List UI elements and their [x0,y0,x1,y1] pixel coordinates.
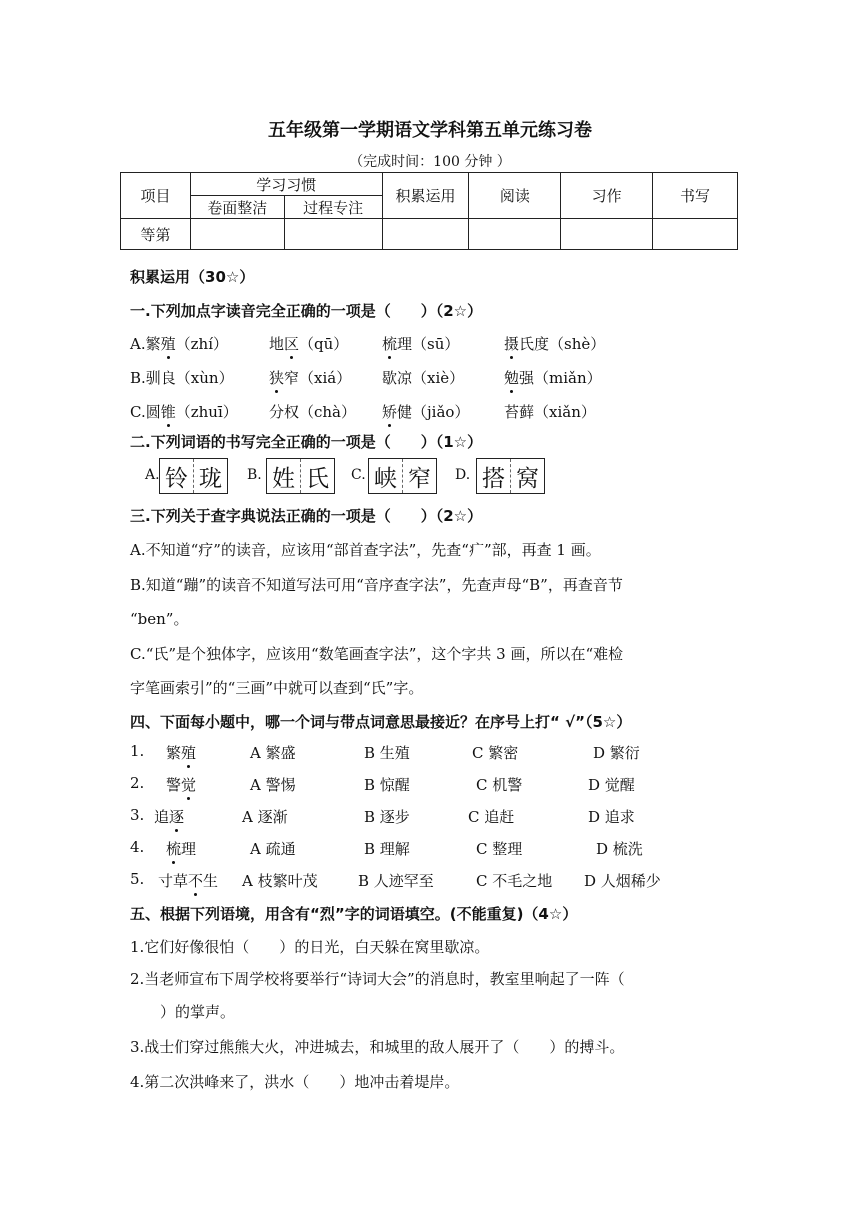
option-d-label: D. [455,467,471,483]
question-1-stem: 一.下列加点字读音完全正确的一项是（ ）（2☆） [130,302,483,320]
grade-cell[interactable] [382,219,469,250]
table-header-habits: 学习习惯 [190,173,382,196]
option-d-writing-box [476,458,545,494]
question-2-stem: 二.下列词语的书写完全正确的一项是（ ）（1☆） [130,433,483,451]
handwritten-char: 搭 [482,465,505,492]
page-title: 五年级第一学期语文学科第五单元练习卷 [268,120,592,141]
question-5-sentence-2: 2.当老师宣布下周学校将要举行“诗词大会”的消息时，教室里响起了一阵（ [130,970,625,988]
grade-cell[interactable] [653,219,738,250]
table-header-neat: 卷面整洁 [190,196,284,219]
question-5-sentence-4: 4.第二次洪峰来了，洪水（ ）地冲击着堤岸。 [130,1073,460,1091]
handwritten-char: 姓 [272,465,295,492]
grade-cell[interactable] [561,219,653,250]
handwritten-char: 铃 [165,465,188,492]
table-header-reading: 阅读 [469,173,561,219]
question-5-stem: 五、根据下列语境，用含有“烈”字的词语填空。(不能重复)（4☆） [130,905,578,923]
question-4-stem: 四、下面每小题中，哪一个词与带点词意思最接近？在序号上打“ √”（5☆） [130,713,632,731]
grade-cell[interactable] [469,219,561,250]
handwritten-char: 窝 [510,459,544,493]
question-4-row: 2. 警觉 A 警惕 B 惊醒 C 机警 D 觉醒 [130,774,635,794]
table-row-grade-label: 等第 [121,219,191,250]
table-header-focus: 过程专注 [284,196,382,219]
question-5-sentence-1: 1.它们好像很怕（ ）的日光，白天躲在窝里歇凉。 [130,938,490,956]
question-4-row: 5. 寸草不生 A 枝繁叶茂 B 人迹罕至 C 不毛之地 D 人烟稀少 [130,870,661,890]
question-4-row: 3. 追逐 A 逐渐 B 逐步 C 追赶 D 追求 [130,806,635,826]
option-b-writing-box [266,458,335,494]
question-3-stem: 三.下列关于查字典说法正确的一项是（ ）（2☆） [130,507,483,525]
handwritten-char: 珑 [193,459,227,493]
section-heading: 积累运用（30☆） [130,268,255,286]
question-1-row-c: C.圆锥（zhuī） 分权（chà） 矫健（jiǎo） 苔藓（xiǎn） [130,403,596,421]
handwritten-char: 窄 [402,459,436,493]
table-header-accumulate: 积累运用 [382,173,469,219]
grade-cell[interactable] [190,219,284,250]
grade-table [120,172,738,250]
table-header-item: 项目 [121,173,191,219]
grade-cell[interactable] [284,219,382,250]
question-3-option-b-cont: “ben”。 [130,610,189,628]
option-c-label: C. [351,467,366,483]
question-1-row-a: A.繁殖（zhí） 地区（qū） 梳理（sū） 摄氏度（shè） [130,335,606,353]
question-3-option-a: A.不知道“疗”的读音，应该用“部首查字法”，先查“疒”部，再查 1 画。 [130,541,601,559]
option-a-label: A. [145,467,160,483]
page-subtitle: （完成时间：100 分钟 ） [349,154,511,170]
option-c-writing-box [368,458,437,494]
question-5-sentence-3: 3.战士们穿过熊熊大火，冲进城去，和城里的敌人展开了（ ）的搏斗。 [130,1038,625,1056]
table-header-handwriting: 书写 [653,173,738,219]
question-4-row: 4. 梳理 A 疏通 B 理解 C 整理 D 梳洗 [130,838,643,858]
question-4-row: 1. 繁殖 A 繁盛 B 生殖 C 繁密 D 繁衍 [130,742,640,762]
question-3-option-c-cont: 字笔画索引”的“三画”中就可以查到“氏”字。 [130,679,424,697]
option-a-writing-box [159,458,228,494]
option-b-label: B. [247,467,262,483]
question-3-option-c: C.“氏”是个独体字，应该用“数笔画查字法”，这个字共 3 画，所以在“难检 [130,645,624,663]
handwritten-char: 氏 [300,459,334,493]
table-header-writing: 习作 [561,173,653,219]
handwritten-char: 峡 [374,465,397,492]
question-5-sentence-2-cont: ）的掌声。 [160,1003,236,1021]
question-1-row-b: B.驯良（xùn） 狭窄（xiá） 歇凉（xiè） 勉强（miǎn） [130,369,602,387]
question-3-option-b: B.知道“蹦”的读音不知道写法可用“音序查字法”，先查声母“B”，再查音节 [130,576,623,594]
